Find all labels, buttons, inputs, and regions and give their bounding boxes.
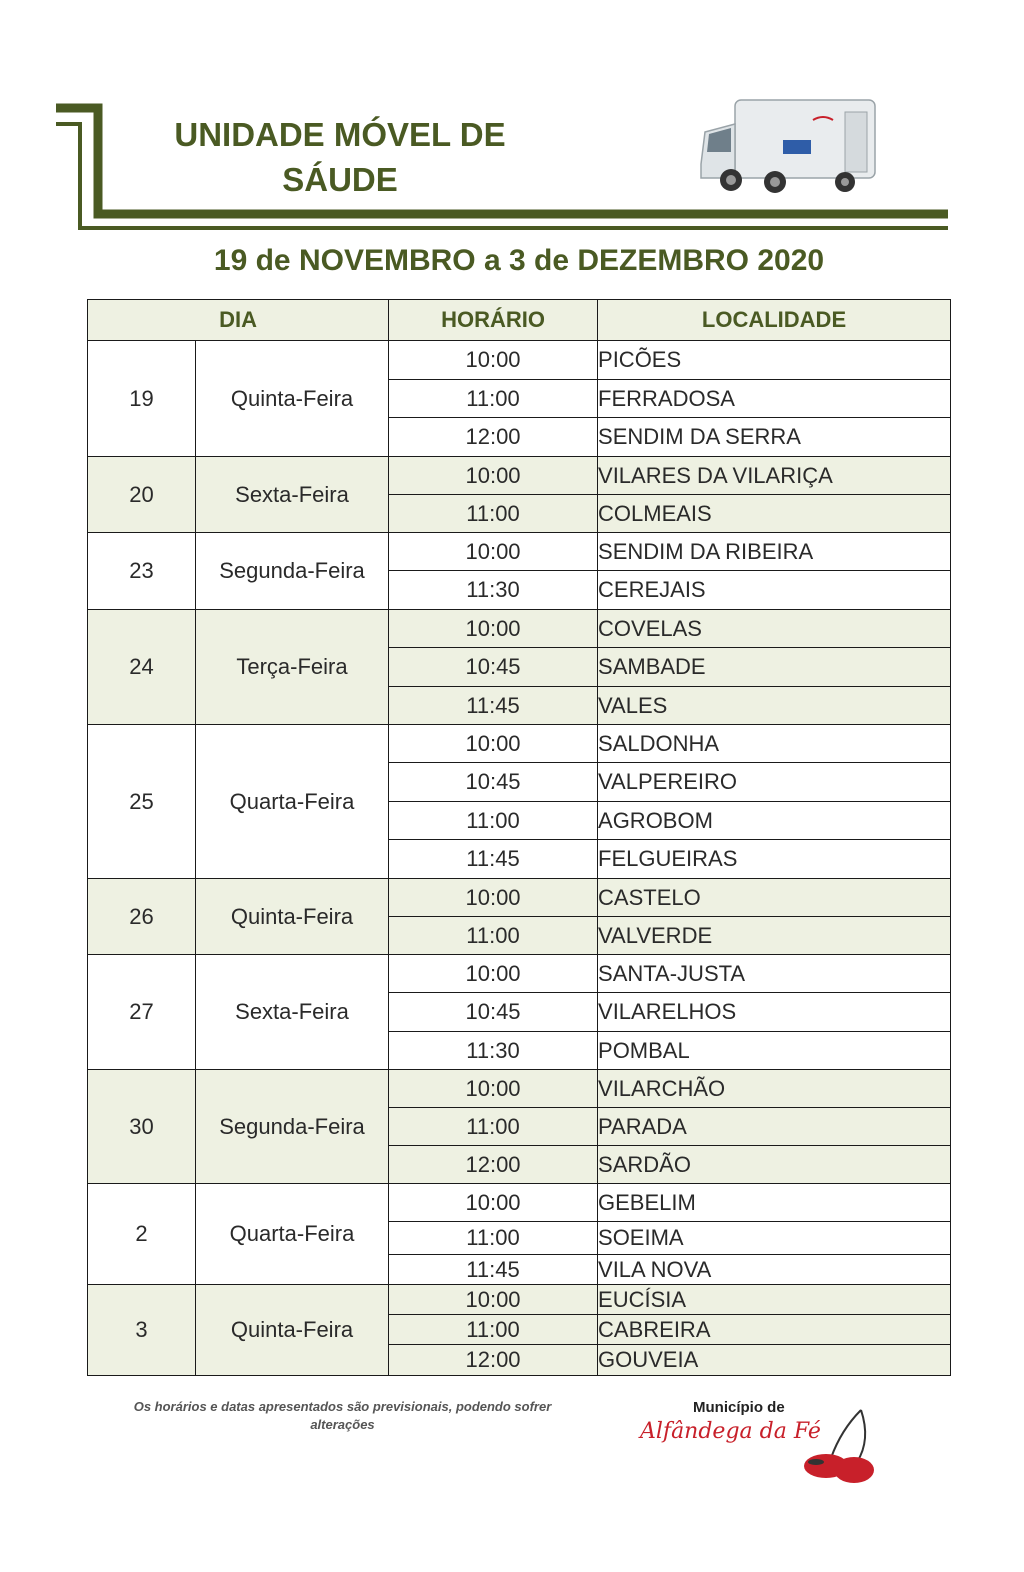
day-number: 2 — [88, 1184, 196, 1285]
day-number: 3 — [88, 1285, 196, 1376]
day-number: 24 — [88, 610, 196, 725]
place-cell: GEBELIM — [598, 1184, 951, 1222]
table-row — [88, 457, 951, 495]
time-cell: 10:00 — [389, 879, 598, 917]
title-line-2: SÁUDE — [282, 161, 398, 198]
place-cell: VALPEREIRO — [598, 763, 951, 802]
weekday: Sexta-Feira — [196, 955, 389, 1070]
logo-label: Município de — [693, 1399, 785, 1416]
logo-script-text: Alfândega da Fé — [640, 1419, 821, 1444]
time-cell: 11:30 — [389, 1032, 598, 1070]
table-row — [88, 1285, 951, 1315]
day-number: 20 — [88, 457, 196, 533]
day-number: 26 — [88, 879, 196, 955]
header-horario: HORÁRIO — [389, 300, 598, 341]
place-cell: VILARCHÃO — [598, 1070, 951, 1108]
place-cell: GOUVEIA — [598, 1345, 951, 1376]
time-cell: 12:00 — [389, 1345, 598, 1376]
weekday: Quinta-Feira — [196, 1285, 389, 1376]
place-cell: VALES — [598, 687, 951, 725]
table-row — [88, 725, 951, 763]
mobile-health-van-image — [695, 92, 885, 197]
schedule-body — [88, 341, 951, 1376]
table-row — [88, 955, 951, 993]
place-cell: AGROBOM — [598, 802, 951, 840]
time-cell: 10:00 — [389, 457, 598, 495]
day-number: 23 — [88, 533, 196, 610]
weekday: Quinta-Feira — [196, 341, 389, 457]
time-cell: 10:00 — [389, 610, 598, 648]
place-cell: CASTELO — [598, 879, 951, 917]
place-cell: SARDÃO — [598, 1146, 951, 1184]
time-cell: 10:00 — [389, 341, 598, 380]
place-cell: VALVERDE — [598, 917, 951, 955]
time-cell: 11:45 — [389, 840, 598, 879]
weekday: Segunda-Feira — [196, 533, 389, 610]
time-cell: 11:00 — [389, 1222, 598, 1255]
place-cell: CEREJAIS — [598, 571, 951, 610]
place-cell: VILA NOVA — [598, 1255, 951, 1285]
place-cell: VILARELHOS — [598, 993, 951, 1032]
header-dia: DIA — [88, 300, 389, 341]
place-cell: SANTA-JUSTA — [598, 955, 951, 993]
time-cell: 11:00 — [389, 1108, 598, 1146]
time-cell: 10:00 — [389, 725, 598, 763]
time-cell: 11:00 — [389, 917, 598, 955]
time-cell: 11:00 — [389, 802, 598, 840]
place-cell: EUCÍSIA — [598, 1285, 951, 1315]
time-cell: 10:00 — [389, 533, 598, 571]
time-cell: 11:00 — [389, 380, 598, 418]
table-row — [88, 341, 951, 380]
time-cell: 11:45 — [389, 687, 598, 725]
weekday: Sexta-Feira — [196, 457, 389, 533]
table-header-row — [88, 300, 951, 341]
table-row — [88, 1070, 951, 1108]
place-cell: COLMEAIS — [598, 495, 951, 533]
weekday: Quarta-Feira — [196, 725, 389, 879]
day-number: 25 — [88, 725, 196, 879]
page-title — [150, 112, 530, 202]
table-row — [88, 533, 951, 571]
weekday: Segunda-Feira — [196, 1070, 389, 1184]
place-cell: PICÕES — [598, 341, 951, 380]
time-cell: 10:00 — [389, 955, 598, 993]
place-cell: VILARES DA VILARIÇA — [598, 457, 951, 495]
place-cell: PARADA — [598, 1108, 951, 1146]
title-line-1: UNIDADE MÓVEL DE — [174, 116, 506, 153]
place-cell: COVELAS — [598, 610, 951, 648]
table-row — [88, 879, 951, 917]
time-cell: 11:30 — [389, 571, 598, 610]
schedule-period: 19 de NOVEMBRO a 3 de DEZEMBRO 2020 — [213, 244, 825, 277]
place-cell: CABREIRA — [598, 1315, 951, 1345]
place-cell: POMBAL — [598, 1032, 951, 1070]
time-cell: 12:00 — [389, 1146, 598, 1184]
place-cell: SENDIM DA SERRA — [598, 418, 951, 457]
time-cell: 11:00 — [389, 1315, 598, 1345]
place-cell: SALDONHA — [598, 725, 951, 763]
time-cell: 11:00 — [389, 495, 598, 533]
place-cell: SENDIM DA RIBEIRA — [598, 533, 951, 571]
time-cell: 12:00 — [389, 418, 598, 457]
table-row — [88, 610, 951, 648]
weekday: Quarta-Feira — [196, 1184, 389, 1285]
time-cell: 10:00 — [389, 1285, 598, 1315]
weekday: Terça-Feira — [196, 610, 389, 725]
time-cell: 10:45 — [389, 648, 598, 687]
time-cell: 10:00 — [389, 1070, 598, 1108]
header-localidade: LOCALIDADE — [598, 300, 951, 341]
time-cell: 10:45 — [389, 763, 598, 802]
time-cell: 11:45 — [389, 1255, 598, 1285]
disclaimer-note: Os horários e datas apresentados são previsionais, podendo sofrer alterações — [133, 1399, 552, 1432]
place-cell: FELGUEIRAS — [598, 840, 951, 879]
place-cell: SOEIMA — [598, 1222, 951, 1255]
day-number: 30 — [88, 1070, 196, 1184]
place-cell: SAMBADE — [598, 648, 951, 687]
day-number: 27 — [88, 955, 196, 1070]
time-cell: 10:00 — [389, 1184, 598, 1222]
schedule-table — [87, 299, 951, 1376]
day-number: 19 — [88, 341, 196, 457]
place-cell: FERRADOSA — [598, 380, 951, 418]
time-cell: 10:45 — [389, 993, 598, 1032]
table-row — [88, 1184, 951, 1222]
weekday: Quinta-Feira — [196, 879, 389, 955]
